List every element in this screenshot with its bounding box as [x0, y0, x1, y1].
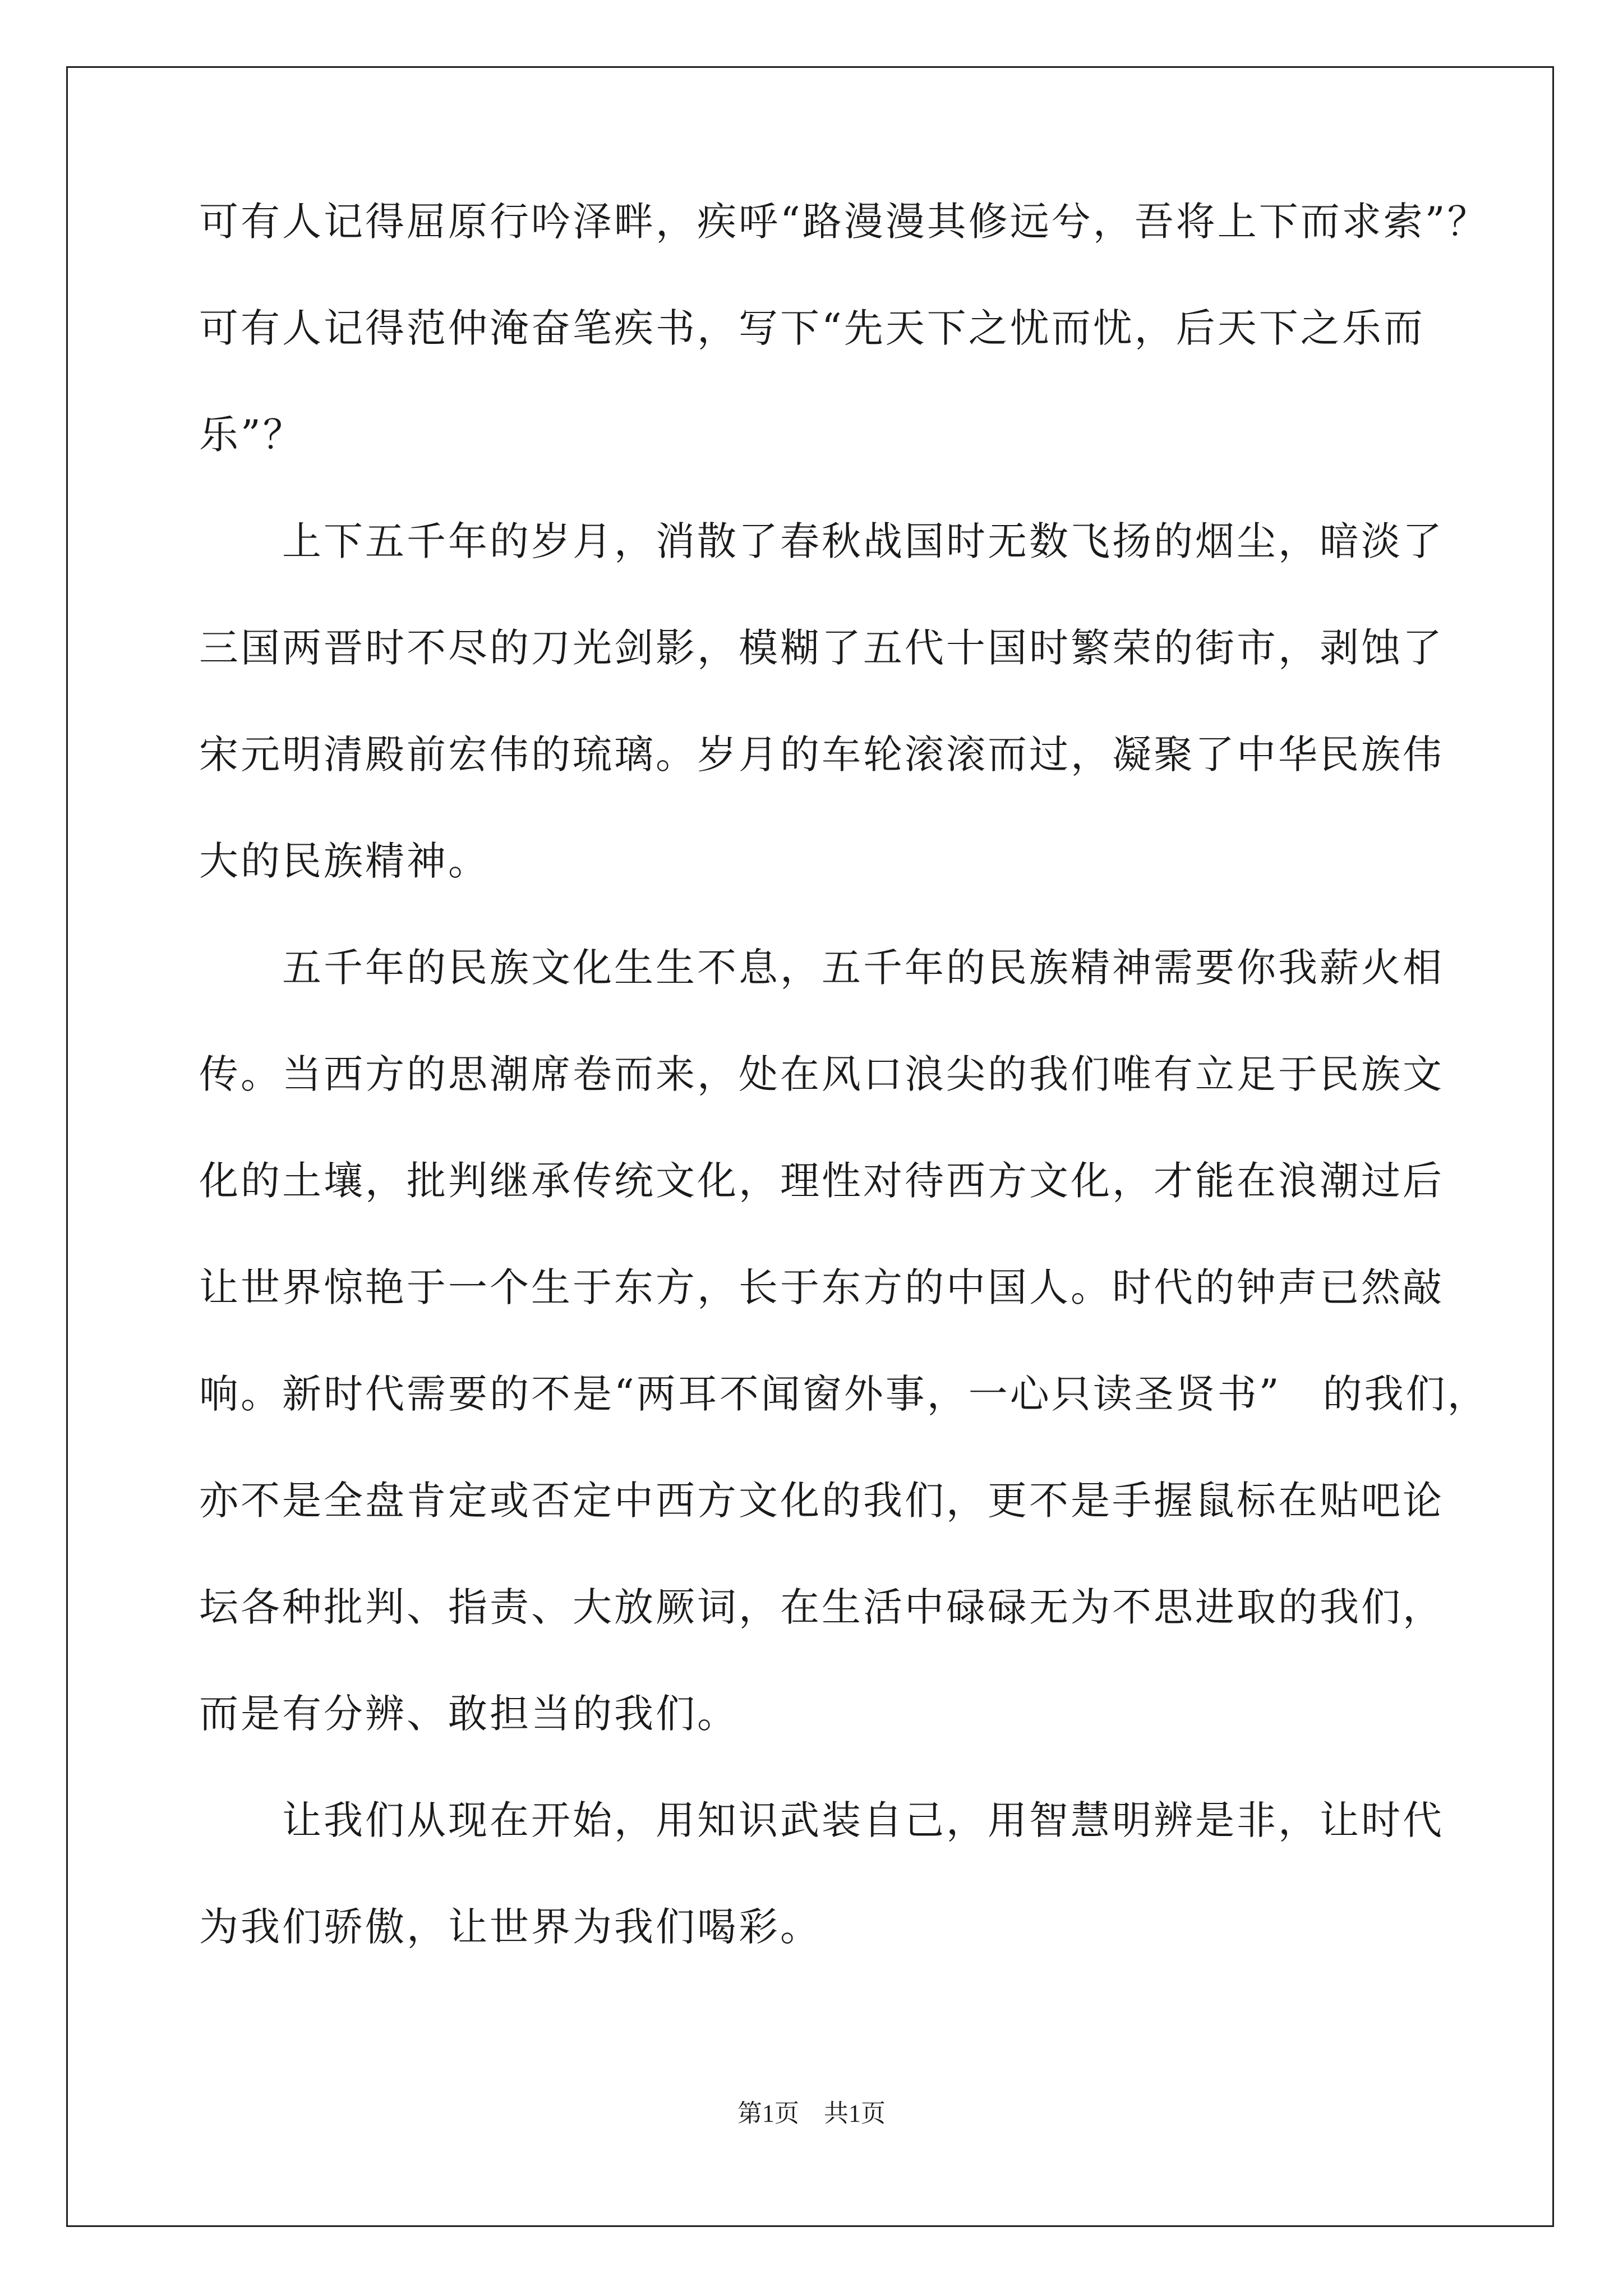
text-line: 响。新时代需要的不是“两耳不闻窗外事，一心只读圣贤书” 的我们，	[199, 1371, 1489, 1417]
text-line: 让世界惊艳于一个生于东方，长于东方的中国人。时代的钟声已然敲	[199, 1264, 1444, 1310]
text-line: 亦不是全盘肯定或否定中西方文化的我们，更不是手握鼠标在贴吧论	[199, 1478, 1444, 1524]
text-line: 五千年的民族文化生生不息，五千年的民族精神需要你我薪火相	[199, 945, 1444, 991]
text-line: 乐”？	[199, 412, 305, 458]
text-line: 为我们骄傲，让世界为我们喝彩。	[199, 1904, 822, 1950]
text-line: 三国两晋时不尽的刀光剑影，模糊了五代十国时繁荣的街市，剥蚀了	[199, 625, 1444, 671]
text-line: 可有人记得屈原行吟泽畔，疾呼“路漫漫其修远兮，吾将上下而求索”？	[199, 199, 1489, 245]
text-line: 宋元明清殿前宏伟的琉璃。岁月的车轮滚滚而过，凝聚了中华民族伟	[199, 731, 1444, 777]
text-line: 坛各种批判、指责、大放厥词，在生活中碌碌无为不思进取的我们，	[199, 1584, 1444, 1630]
text-line: 传。当西方的思潮席卷而来，处在风口浪尖的我们唯有立足于民族文	[199, 1051, 1444, 1097]
text-line: 上下五千年的岁月，消散了春秋战国时无数飞扬的烟尘，暗淡了	[199, 518, 1444, 564]
page-number-footer: 第1页 共1页	[737, 2100, 886, 2127]
text-line: 可有人记得范仲淹奋笔疾书，写下“先天下之忧而忧，后天下之乐而	[199, 305, 1425, 351]
text-line: 让我们从现在开始，用知识武装自己，用智慧明辨是非，让时代	[199, 1797, 1444, 1843]
text-line: 而是有分辨、敢担当的我们。	[199, 1691, 739, 1737]
text-line: 化的土壤，批判继承传统文化，理性对待西方文化，才能在浪潮过后	[199, 1158, 1444, 1204]
text-line: 大的民族精神。	[199, 838, 490, 884]
